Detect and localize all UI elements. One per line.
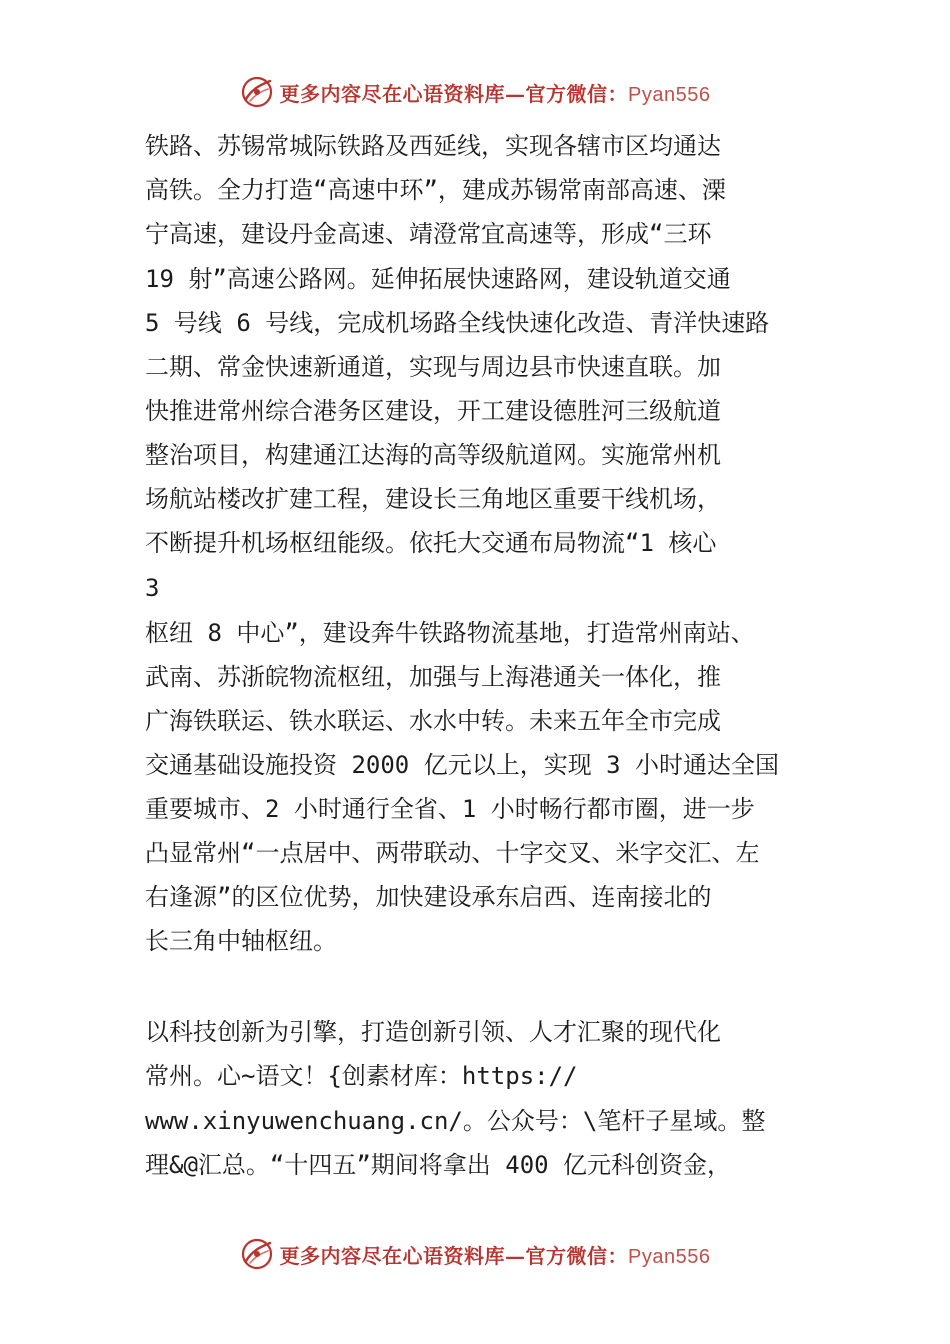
- body-line: 枢纽 8 中心”，建设奔牛铁路物流基地，打造常州南站、: [145, 619, 755, 647]
- body-line: 19 射”高速公路网。延伸拓展快速路网，建设轨道交通: [145, 265, 731, 293]
- body-line: 重要城市、2 小时通行全省、1 小时畅行都市圈，进一步: [145, 795, 755, 823]
- body-line: 右逢源”的区位优势，加快建设承东启西、连南接北的: [145, 883, 712, 911]
- body-line: 长三角中轴枢纽。: [145, 927, 337, 955]
- body-line: 凸显常州“一点居中、两带联动、十字交叉、米字交汇、左: [145, 839, 760, 867]
- logo-icon: [240, 75, 274, 109]
- body-line: 二期、常金快速新通道，实现与周边县市快速直联。加: [145, 353, 721, 381]
- footer-wechat-label: 官方微信：: [525, 1243, 629, 1268]
- body-line: 交通基础设施投资 2000 亿元以上，实现 3 小时通达全国: [145, 751, 780, 779]
- body-line: 场航站楼改扩建工程，建设长三角地区重要干线机场，: [145, 485, 721, 513]
- body-line: 快推进常州综合港务区建设，开工建设德胜河三级航道: [145, 397, 721, 425]
- header-banner-text: [280, 78, 711, 107]
- body-line: 不断提升机场枢纽能级。依托大交通布局物流“1 核心: [145, 529, 717, 557]
- body-line: 宁高速，建设丹金高速、靖澄常宜高速等，形成“三环: [145, 220, 712, 248]
- body-line: 以科技创新为引擎，打造创新引领、人才汇聚的现代化: [145, 1018, 721, 1046]
- footer-wechat-id: Pyan556: [628, 1245, 711, 1268]
- body-line: 整治项目，构建通江达海的高等级航道网。实施常州机: [145, 441, 721, 469]
- body-line: 理&@汇总。“十四五”期间将拿出 400 亿元科创资金，: [145, 1151, 732, 1179]
- header-banner: [0, 70, 950, 114]
- logo-icon: [240, 1237, 274, 1271]
- body-line: 常州。心~语文！{创素材库：https://: [145, 1062, 578, 1090]
- body-line: 3: [145, 574, 160, 602]
- footer-separator: —: [505, 1243, 526, 1268]
- header-wechat-id: Pyan556: [628, 83, 711, 106]
- body-line: 高铁。全力打造“高速中环”，建成苏锡常南部高速、溧: [145, 176, 726, 204]
- footer-title: 更多内容尽在心语资料库: [279, 1243, 506, 1268]
- body-line: 铁路、苏锡常城际铁路及西延线，实现各辖市区均通达: [145, 132, 721, 160]
- header-wechat-label: 官方微信：: [525, 81, 629, 106]
- header-separator: —: [505, 81, 526, 106]
- body-line: 武南、苏浙皖物流枢纽，加强与上海港通关一体化，推: [145, 663, 721, 691]
- header-title: 更多内容尽在心语资料库: [279, 81, 506, 106]
- footer-banner-text: [280, 1240, 711, 1269]
- body-line: www.xinyuwenchuang.cn/。公众号：\笔杆子星域。整: [145, 1107, 766, 1135]
- body-line: 广海铁联运、铁水联运、水水中转。未来五年全市完成: [145, 707, 721, 735]
- footer-banner: [0, 1232, 950, 1276]
- body-line: 5 号线 6 号线，完成机场路全线快速化改造、青洋快速路: [145, 309, 770, 337]
